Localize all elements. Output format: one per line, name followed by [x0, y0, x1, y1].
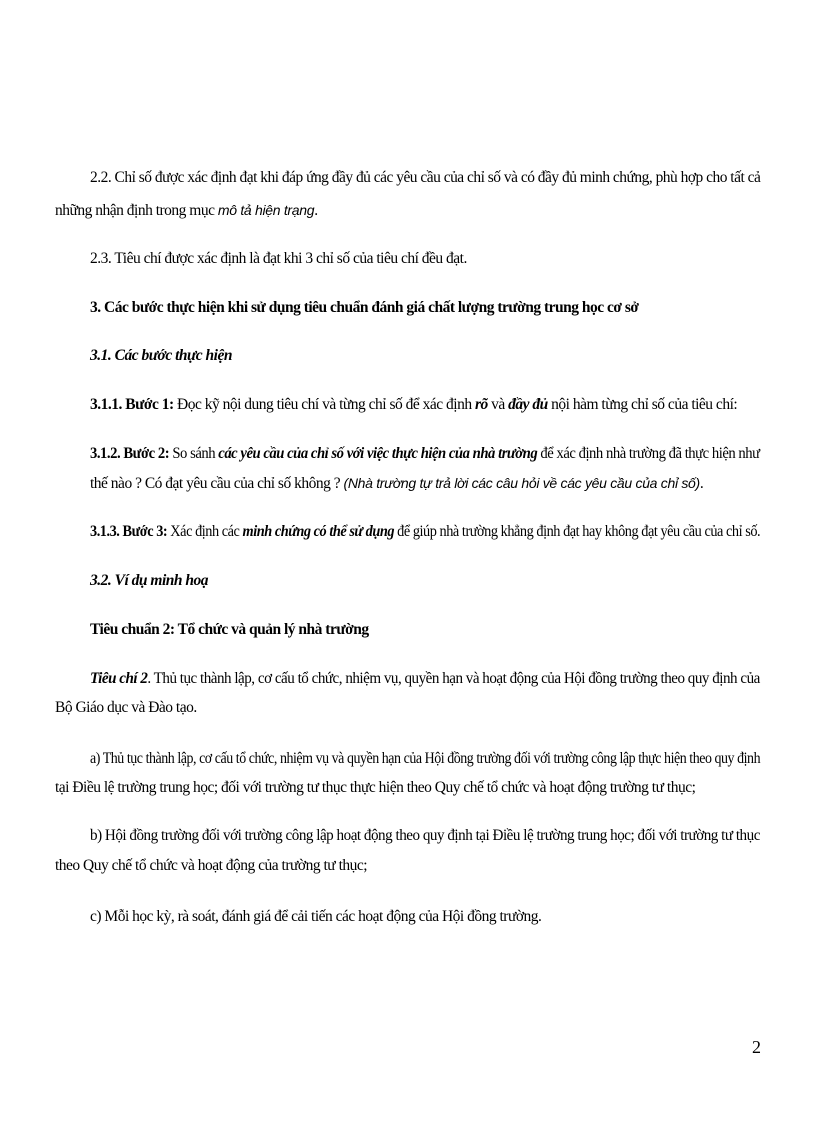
para-3-1-1: [90, 395, 737, 415]
standard-title: Tiêu chuẩn 2: Tổ chức và quản lý nhà trường: [90, 621, 369, 638]
text-run: nội hàm từng chỉ số của tiêu chí:: [547, 396, 738, 413]
para-2-3: 2.3. Tiêu chí được xác định là đạt khi 3 chỉ số của tiêu chí đều đạt.: [90, 250, 467, 267]
text-run: . Thủ tục thành lập, cơ cấu tổ chức, nhiệm vụ, quyền hạn và hoạt động của Hội đồng trường theo quy định của: [147, 670, 760, 687]
italic-run: (Nhà trường tự trả lời các câu hỏi về các yêu cầu của chỉ số): [343, 475, 700, 491]
text-run: .: [699, 475, 704, 492]
text-run: So sánh: [169, 445, 219, 462]
para-3-1-3: [90, 522, 760, 542]
emphasis-run: rõ: [474, 396, 488, 413]
heading-3: 3. Các bước thực hiện khi sử dụng tiêu chuẩn đánh giá chất lượng trường trung học cơ sở: [90, 299, 639, 316]
text-run: để giúp nhà trường khẳng định đạt hay không đạt yêu cầu của chỉ số.: [394, 523, 761, 540]
text-run: để xác định nhà trường đã thực hiện như: [537, 445, 760, 462]
step-label: 3.1.1. Bước 1:: [90, 396, 174, 413]
step-label: 3.1.3. Bước 3:: [90, 523, 168, 540]
text-run: .: [314, 202, 318, 219]
text-run: và: [487, 396, 509, 413]
para-2-2-line2: [55, 200, 318, 221]
text-run: những nhận định trong mục: [55, 202, 218, 219]
para-2-2-line1: 2.2. Chỉ số được xác định đạt khi đáp ứng đầy đủ các yêu cầu của chỉ số và có đầy đủ minh chứng, phù hợp cho tất cả: [90, 169, 761, 186]
item-b-line1: b) Hội đồng trường đối với trường công lập hoạt động theo quy định tại Điều lệ trường trung học; đối với trường tư thục: [90, 827, 760, 844]
criterion-line2: Bộ Giáo dục và Đào tạo.: [55, 699, 197, 716]
criterion-label: Tiêu chí 2: [90, 670, 148, 687]
emphasis-run: đầy đủ: [508, 396, 548, 413]
page-number: 2: [752, 1037, 761, 1057]
emphasis-run: các yêu cầu của chỉ số với việc thực hiện của nhà trường: [218, 445, 538, 462]
item-a-line1: a) Thủ tục thành lập, cơ cấu tổ chức, nhiệm vụ và quyền hạn của Hội đồng trường đối với trường công lập thực hiện theo quy định: [90, 750, 761, 767]
italic-run: mô tả hiện trạng: [217, 202, 315, 218]
emphasis-run: minh chứng có thể sử dụng: [242, 523, 395, 540]
text-run: Đọc kỹ nội dung tiêu chí và từng chỉ số để xác định: [173, 396, 475, 413]
text-run: thế nào ? Có đạt yêu cầu của chỉ số không ?: [90, 475, 344, 492]
text-run: Xác định các: [167, 523, 243, 540]
para-3-1-2-line2: [90, 473, 703, 494]
item-b-line2: theo Quy chế tổ chức và hoạt động của trường tư thục;: [55, 857, 368, 874]
heading-3-1: 3.1. Các bước thực hiện: [90, 347, 232, 364]
para-3-1-2-line1: [90, 444, 760, 464]
item-a-line2: tại Điều lệ trường trung học; đối với trường tư thục thực hiện theo Quy chế tổ chức và hoạt động trường tư thục;: [55, 779, 696, 796]
step-label: 3.1.2. Bước 2:: [90, 445, 170, 462]
item-c: c) Mỗi học kỳ, rà soát, đánh giá để cải tiến các hoạt động của Hội đồng trường.: [90, 908, 542, 925]
heading-3-2: 3.2. Ví dụ minh hoạ: [90, 572, 208, 589]
criterion-line1: [90, 669, 760, 689]
